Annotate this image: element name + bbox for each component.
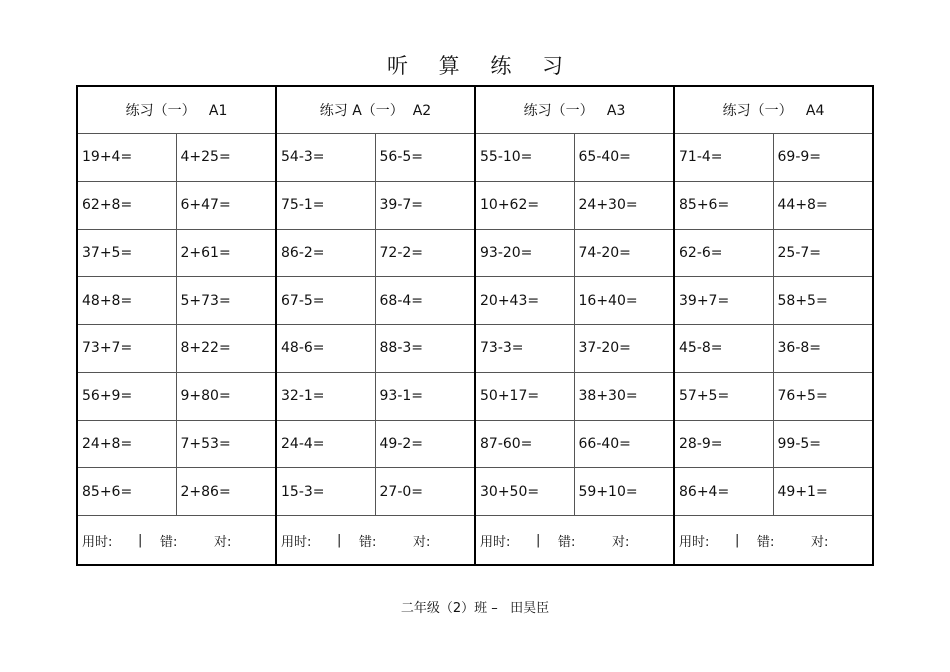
block-header: 练习（一） A1 [78,87,275,134]
problem-row [277,182,474,230]
problem-row [78,325,275,373]
problem-row [78,468,275,516]
problem-grid [78,134,275,516]
problem-cell: 24-4= [277,421,376,468]
problem-cell: 8+22= [180,340,231,357]
block-header: 练习 A（一） A2 [277,87,474,134]
problem-row [675,373,872,421]
problem-cell: 85+6= [78,468,177,515]
block-header: 练习（一） A3 [476,87,673,134]
problem-row [277,421,474,469]
problem-cell: 38+30= [578,388,638,405]
problem-cell: 58+5= [777,292,828,309]
problem-row [277,134,474,182]
exercise-block-a2 [277,87,476,564]
separator: | [337,532,342,548]
problem-cell: 71-4= [675,134,774,181]
exercise-block-a1 [78,87,277,564]
problem-cell: 62+8= [78,182,177,229]
problem-cell: 39-7= [379,197,424,214]
problem-row [476,277,673,325]
class-student-footer: 二年级（2）班 – 田昊臣 [400,601,550,616]
problem-cell: 66-40= [578,435,631,452]
problem-cell: 20+43= [476,277,575,324]
separator: | [536,532,541,548]
problem-cell: 59+10= [578,483,638,500]
problem-cell: 75-1= [277,182,376,229]
result-footer [476,516,673,564]
problem-cell: 16+40= [578,292,638,309]
problem-cell: 62-6= [675,230,774,277]
problem-cell: 4+25= [180,149,231,166]
problem-row [277,373,474,421]
problem-cell: 39+7= [675,277,774,324]
problem-cell: 48-6= [277,325,376,372]
time-label: 用时: [281,534,312,550]
problem-cell: 73+7= [78,325,177,372]
problem-cell: 44+8= [777,197,828,214]
problem-cell: 85+6= [675,182,774,229]
problem-row [675,134,872,182]
problem-row [476,468,673,516]
problem-row [675,182,872,230]
problem-row [277,277,474,325]
right-label: 对: [413,534,431,550]
problem-row [476,421,673,469]
problem-cell: 55-10= [476,134,575,181]
exercise-sheet [76,85,874,566]
problem-cell: 9+80= [180,388,231,405]
problem-cell: 45-8= [675,325,774,372]
problem-cell: 86+4= [675,468,774,515]
problem-cell: 36-8= [777,340,822,357]
separator: | [138,532,143,548]
problem-cell: 54-3= [277,134,376,181]
problem-grid [675,134,872,516]
problem-row [78,230,275,278]
problem-cell: 19+4= [78,134,177,181]
problem-cell: 69-9= [777,149,822,166]
wrong-label: 错: [160,534,178,550]
problem-cell: 87-60= [476,421,575,468]
problem-row [277,230,474,278]
result-footer [78,516,275,564]
problem-cell: 68-4= [379,292,424,309]
problem-row [476,325,673,373]
problem-row [476,373,673,421]
time-label: 用时: [480,534,511,550]
problem-cell: 93-20= [476,230,575,277]
problem-grid [476,134,673,516]
separator: | [735,532,740,548]
problem-cell: 48+8= [78,277,177,324]
wrong-label: 错: [558,534,576,550]
problem-cell: 15-3= [277,468,376,515]
exercise-block-a3 [476,87,675,564]
problem-cell: 7+53= [180,435,231,452]
right-label: 对: [811,534,829,550]
problem-row [78,134,275,182]
problem-row [78,421,275,469]
problem-grid [277,134,474,516]
problem-row [78,182,275,230]
problem-row [78,373,275,421]
problem-row [476,230,673,278]
problem-cell: 5+73= [180,292,231,309]
problem-cell: 99-5= [777,435,822,452]
problem-row [277,325,474,373]
problem-cell: 76+5= [777,388,828,405]
problem-cell: 56-5= [379,149,424,166]
problem-cell: 72-2= [379,244,424,261]
problem-cell: 88-3= [379,340,424,357]
problem-cell: 86-2= [277,230,376,277]
problem-row [675,277,872,325]
problem-cell: 65-40= [578,149,631,166]
wrong-label: 错: [757,534,775,550]
page-title: 听 算 练 习 [386,54,576,78]
result-footer [675,516,872,564]
problem-row [675,230,872,278]
problem-row [675,325,872,373]
problem-row [476,182,673,230]
problem-row [78,277,275,325]
problem-row [675,468,872,516]
time-label: 用时: [82,534,113,550]
problem-cell: 73-3= [476,325,575,372]
problem-cell: 93-1= [379,388,424,405]
problem-cell: 49-2= [379,435,424,452]
block-header: 练习（一） A4 [675,87,872,134]
time-label: 用时: [679,534,710,550]
problem-cell: 49+1= [777,483,828,500]
problem-cell: 25-7= [777,244,822,261]
problem-cell: 57+5= [675,373,774,420]
problem-cell: 2+86= [180,483,231,500]
problem-cell: 30+50= [476,468,575,515]
problem-cell: 27-0= [379,483,424,500]
problem-row [675,421,872,469]
problem-cell: 10+62= [476,182,575,229]
problem-row [476,134,673,182]
problem-cell: 50+17= [476,373,575,420]
problem-cell: 28-9= [675,421,774,468]
problem-cell: 56+9= [78,373,177,420]
problem-cell: 37-20= [578,340,631,357]
problem-cell: 67-5= [277,277,376,324]
problem-cell: 37+5= [78,230,177,277]
problem-row [277,468,474,516]
right-label: 对: [214,534,232,550]
problem-cell: 24+8= [78,421,177,468]
problem-cell: 74-20= [578,244,631,261]
problem-cell: 6+47= [180,197,231,214]
problem-cell: 24+30= [578,197,638,214]
problem-cell: 32-1= [277,373,376,420]
right-label: 对: [612,534,630,550]
exercise-block-a4 [675,87,872,564]
result-footer [277,516,474,564]
wrong-label: 错: [359,534,377,550]
problem-cell: 2+61= [180,244,231,261]
